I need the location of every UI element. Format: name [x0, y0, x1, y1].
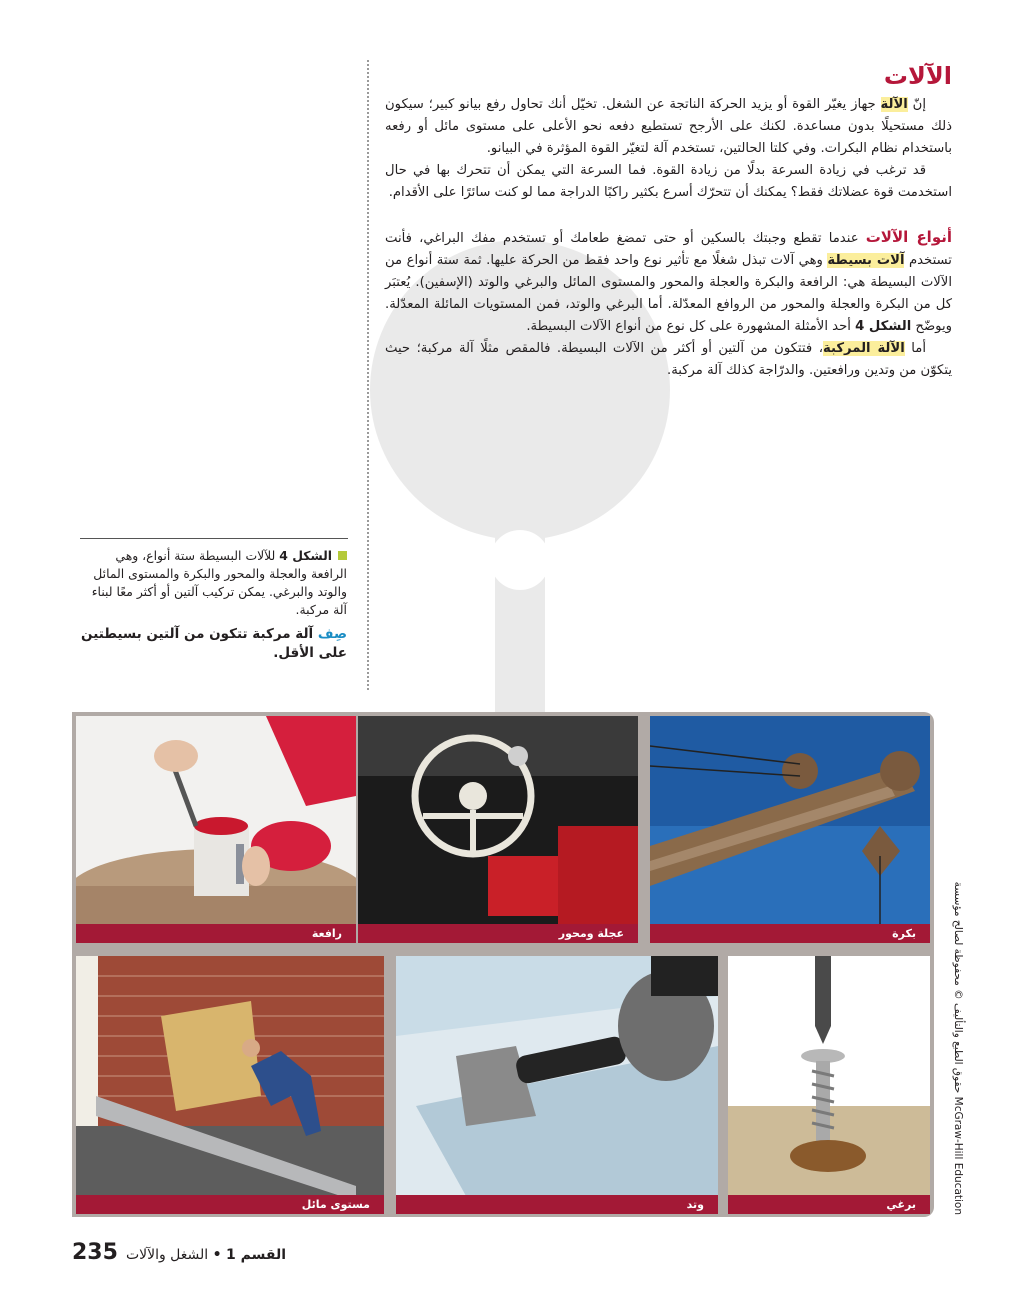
- footer-bullet: •: [212, 1247, 222, 1263]
- footer-title: الشغل والآلات: [125, 1247, 209, 1263]
- figure-reference: الشكل 4: [855, 319, 912, 334]
- p3-c: أحد الأمثلة المشهورة على كل نوع من أنواع الآلات البسيطة.: [526, 319, 856, 334]
- pulley-illustration: [650, 716, 930, 943]
- label-screw: برغي: [728, 1195, 930, 1214]
- p3-b: وهي آلات تبذل شغلًا مع تأثير نوع واحد فقط من الحركة عليها. ثمة ستة أنواع من الآلات البسيطة هي: الرافعة والبكرة والعجلة والمحور والمستوى المائل والبرغي والوتد (الإسفين). يُعتبَر كل من البكرة والعجلة والمحور من الروافع المعدّلة. أما البرغي والوتد، فمن المستويات المائلة المعدّلة. ويوضّح: [385, 253, 952, 334]
- caption-text: للآلات البسيطة ستة أنواع، وهي الرافعة والعجلة والمحور والبكرة والمستوى المائل والوتد والبرغي. يمكن تركيب آلتين أو أكثر معًا لبناء آلة مركبة.: [91, 548, 347, 617]
- main-text: [385, 62, 952, 382]
- inclined-plane-illustration: [76, 956, 384, 1214]
- section-heading: الآلات: [883, 62, 952, 90]
- wheel-axle-illustration: [358, 716, 638, 943]
- subheading-machine-types: أنواع الآلات: [865, 228, 953, 246]
- p1-pre: إنّ: [907, 97, 927, 112]
- term-simple-machines: آلات بسيطة: [827, 253, 905, 268]
- caption-question: [80, 625, 347, 663]
- photo-screw: [728, 956, 930, 1214]
- p4-post: ، فتتكون من آلتين أو أكثر من الآلات البسيطة. فالمقص مثلًا آلة مركبة؛ حيث يتكوّن من وتدين ورافعتين. والدرّاجة كذلك آلة مركبة.: [385, 341, 952, 378]
- footer-section: [126, 1247, 286, 1263]
- photo-lever: [76, 716, 356, 943]
- photo-wedge: [396, 956, 718, 1214]
- photo-pulley: [650, 716, 930, 943]
- p4-pre: أما: [904, 341, 926, 356]
- label-inclined-plane: مستوى مائل: [76, 1195, 384, 1214]
- photo-inclined-plane: [76, 956, 384, 1214]
- term-machine: الآلة: [880, 97, 908, 112]
- label-lever: رافعة: [76, 924, 356, 943]
- figure-4-panel: [72, 712, 934, 1217]
- wedge-illustration: [396, 956, 718, 1214]
- term-compound-machine: الآلة المركبة: [822, 341, 905, 356]
- copyright-text: McGraw-Hill Education حقوق الطبع والتأليف © محفوظة لصالح مؤسسة: [952, 881, 964, 1215]
- paragraph-machine-types: [385, 226, 952, 338]
- screw-illustration: [728, 956, 930, 1214]
- paragraph-machine-definition: [385, 94, 952, 160]
- caption-rule: [80, 538, 348, 539]
- lever-illustration: [76, 716, 356, 943]
- label-wedge: وتد: [396, 1195, 718, 1214]
- caption-question-text: آلة مركبة تتكون من آلتين بسيطتين على الأقل.: [81, 626, 347, 661]
- caption-label: الشكل 4: [279, 548, 332, 563]
- caption-bullet-icon: [338, 551, 347, 560]
- label-wheel-axle: عجلة ومحور: [358, 924, 638, 943]
- p1-post: جهاز يغيّر القوة أو يزيد الحركة الناتجة عن الشغل. تخيّل أنك تحاول رفع بيانو كبير؛ سيكون ذلك مستحيلًا بدون مساعدة. لكنك على الأرجح تستطيع دفعه نحو الأعلى على مستوى مائل أو رفعه باستخدام نظام البكرات. وفي كلتا الحالتين، تستخدم آلة لتغيّر القوة المؤثرة في البيانو.: [385, 97, 952, 156]
- p3-a: عندما تقطع وجبتك بالسكين أو حتى تمضغ طعامك أو تستخدم مفك البراغي، فأنت تستخدم: [385, 231, 952, 268]
- footer-section-label: القسم 1: [226, 1247, 287, 1263]
- column-divider: [367, 60, 369, 690]
- page-number: 235: [72, 1240, 118, 1265]
- caption-body: [80, 547, 347, 619]
- label-pulley: بكرة: [650, 924, 930, 943]
- figure-caption: [80, 547, 347, 663]
- photo-wheel-axle: [358, 716, 638, 943]
- page-footer: [72, 1240, 286, 1265]
- copyright-vertical: [950, 881, 964, 1215]
- caption-question-label: صِف: [317, 626, 347, 642]
- paragraph-speed: قد ترغب في زيادة السرعة بدلًا من زيادة القوة. فما السرعة التي يمكن أن تتحرك بها في حال استخدمت قوة عضلاتك فقط؟ يمكنك أن تتحرّك أسرع بكثير راكبًا الدراجة مما لو كنت سائرًا على الأقدام.: [385, 163, 952, 200]
- paragraph-compound-machine: [385, 338, 952, 382]
